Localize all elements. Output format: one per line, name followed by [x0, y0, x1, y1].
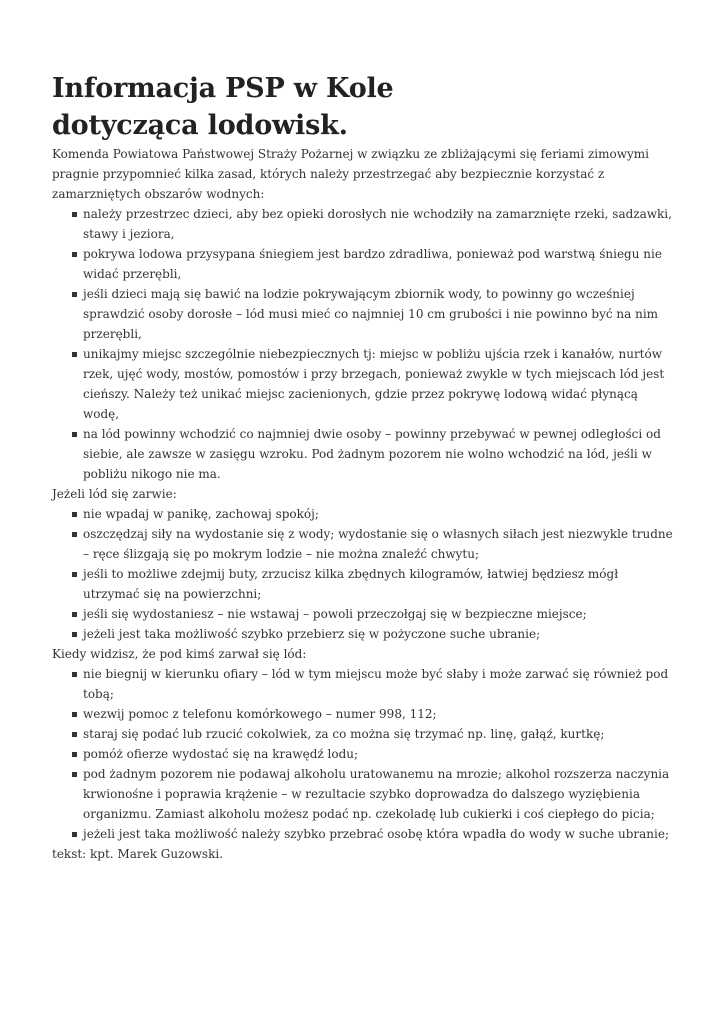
list-item: jeżeli jest taka możliwość należy szybko przebrać osobę która wpadła do wody w suche ubranie; [52, 824, 677, 844]
list-item: jeżeli jest taka możliwość szybko przebierz się w pożyczone suche ubranie; [52, 624, 677, 644]
list-item: oszczędzaj siły na wydostanie się z wody; wydostanie się o własnych siłach jest niezwykle trudne – ręce ślizgają się po mokrym lodzie – nie można znaleźć chwytu; [52, 524, 677, 564]
intro-paragraph: Komenda Powiatowa Państwowej Straży Pożarnej w związku ze zbliżającymi się feriami zimowymi pragnie przypomnieć kilka zasad, których należy przestrzegać aby bezpiecznie korzystać z zamarzniętych obszarów wodnych: [52, 147, 649, 201]
list-item: wezwij pomoc z telefonu komórkowego – numer 998, 112; [52, 704, 677, 724]
list-item: staraj się podać lub rzucić cokolwiek, za co można się trzymać np. linę, gałąź, kurtkę; [52, 724, 677, 744]
list-item: jeśli to możliwe zdejmij buty, zrzucisz kilka zbędnych kilogramów, łatwiej będziesz mógł utrzymać się na powierzchni; [52, 564, 677, 604]
list-item: jeśli dzieci mają się bawić na lodzie pokrywającym zbiornik wody, to powinny go wcześniej sprawdzić osoby dorosłe – lód musi mieć co najmniej 10 cm grubości i nie powinno być na nim przerębli, [52, 284, 677, 344]
list-item: pod żadnym pozorem nie podawaj alkoholu uratowanemu na mrozie; alkohol rozszerza naczynia krwionośne i poprawia krążenie – w rezultacie szybko doprowadza do dalszego wyziębienia organizmu. Zamiast alkoholu możesz podać np. czekoladę lub cukierki i coś ciepłego do picia; [52, 764, 677, 824]
list-item: należy przestrzec dzieci, aby bez opieki dorosłych nie wchodziły na zamarznięte rzeki, sadzawki, stawy i jeziora, [52, 204, 677, 244]
article [52, 70, 677, 864]
if-you-see-heading: Kiedy widzisz, że pod kimś zarwał się lód: [52, 647, 307, 661]
page-title: Informacja PSP w Kole dotycząca lodowisk. [52, 73, 394, 141]
list-item: nie wpadaj w panikę, zachowaj spokój; [52, 504, 677, 524]
if-ice-breaks-heading: Jeżeli lód się zarwie: [52, 487, 177, 501]
list-item: unikajmy miejsc szczególnie niebezpiecznych tj: miejsc w pobliżu ujścia rzek i kanałów, nurtów rzek, ujęć wody, mostów, pomostów i przy brzegach, ponieważ zwykle w tych miejscach lód jest cieńszy. Należy też unikać miejsc zacienionych, gdzie przez pokrywę lodową widać płynącą wodę, [52, 344, 677, 424]
list-item: pomóż ofierze wydostać się na krawędź lodu; [52, 744, 677, 764]
safety-rules-list [52, 204, 677, 484]
list-item: jeśli się wydostaniesz – nie wstawaj – powoli przeczołgaj się w bezpieczne miejsce; [52, 604, 677, 624]
if-ice-breaks-list [52, 504, 677, 644]
list-item: na lód powinny wchodzić co najmniej dwie osoby – powinny przebywać w pewnej odległości od siebie, ale zawsze w zasięgu wzroku. Pod żadnym pozorem nie wolno wchodzić na lód, jeśli w pobliżu nikogo nie ma. [52, 424, 677, 484]
if-you-see-list [52, 664, 677, 844]
list-item: nie biegnij w kierunku ofiary – lód w tym miejscu może być słaby i może zarwać się również pod tobą; [52, 664, 677, 704]
list-item: pokrywa lodowa przysypana śniegiem jest bardzo zdradliwa, ponieważ pod warstwą śniegu nie widać przerębli, [52, 244, 677, 284]
author-credit: tekst: kpt. Marek Guzowski. [52, 847, 224, 861]
